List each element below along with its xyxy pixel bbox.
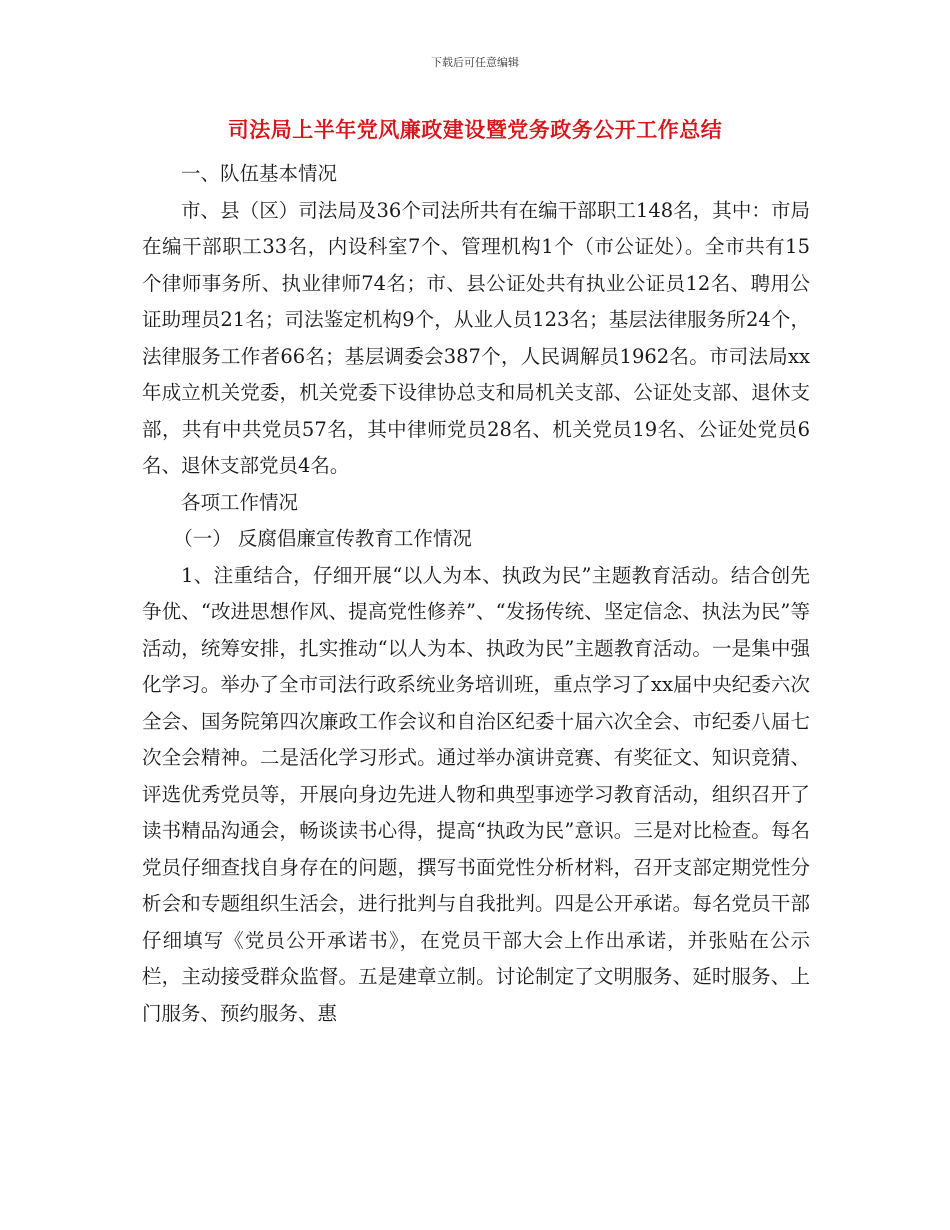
- section-heading-team-overview: 一、队伍基本情况: [181, 162, 338, 185]
- document-title: 司法局上半年党风廉政建设暨党务政务公开工作总结: [227, 118, 723, 142]
- paragraph-team-overview: 市、县（区）司法局及36个司法所共有在编干部职工148名，其中：市局在编干部职工33名，内设科室7个、管理机构1个（市公证处）。全市共有15个律师事务所、执业律师74名；市、县公证处共有执业公证员12名、聘用公证助理员21名；司法鉴定机构9个，从业人员123名；基层法律服务所24个，法律服务工作者66名；基层调委会387个，人民调解员1962名。市司法局xx年成立机关党委，机关党委下设律协总支和局机关支部、公证处支部、退休支部，共有中共党员57名，其中律师党员28名、机关党员19名、公证处党员6名、退休支部党员4名。: [142, 198, 810, 477]
- paragraph-anticorruption-education: 1、注重结合，仔细开展“以人为本、执政为民”主题教育活动。结合创先争优、“改进思想作风、提高党性修养”、“发扬传统、坚定信念、执法为民”等活动，统筹安排，扎实推动“以人为本、执政为民”主题教育活动。一是集中强化学习。举办了全市司法行政系统业务培训班，重点学习了xx届中央纪委六次全会、国务院第四次廉政工作会议和自治区纪委十届六次全会、市纪委八届七次全会精神。二是活化学习形式。通过举办演讲竞赛、有奖征文、知识竞猜、评选优秀党员等，开展向身边先进人物和典型事迹学习教育活动，组织召开了读书精品沟通会，畅谈读书心得，提高“执政为民”意识。三是对比检查。每名党员仔细查找自身存在的问题，撰写书面党性分析材料，召开支部定期党性分析会和专题组织生活会，进行批判与自我批判。四是公开承诺。每名党员干部仔细填写《党员公开承诺书》，在党员干部大会上作出承诺，并张贴在公示栏，主动接受群众监督。五是建章立制。讨论制定了文明服务、延时服务、上门服务、预约服务、惠: [142, 563, 810, 1025]
- subsection-heading-anticorruption-education: （一） 反腐倡廉宣传教育工作情况: [173, 527, 472, 550]
- section-heading-work-status: 各项工作情况: [181, 490, 299, 514]
- document-body: [142, 156, 810, 1032]
- header-note: 下载后可任意编辑: [431, 56, 519, 69]
